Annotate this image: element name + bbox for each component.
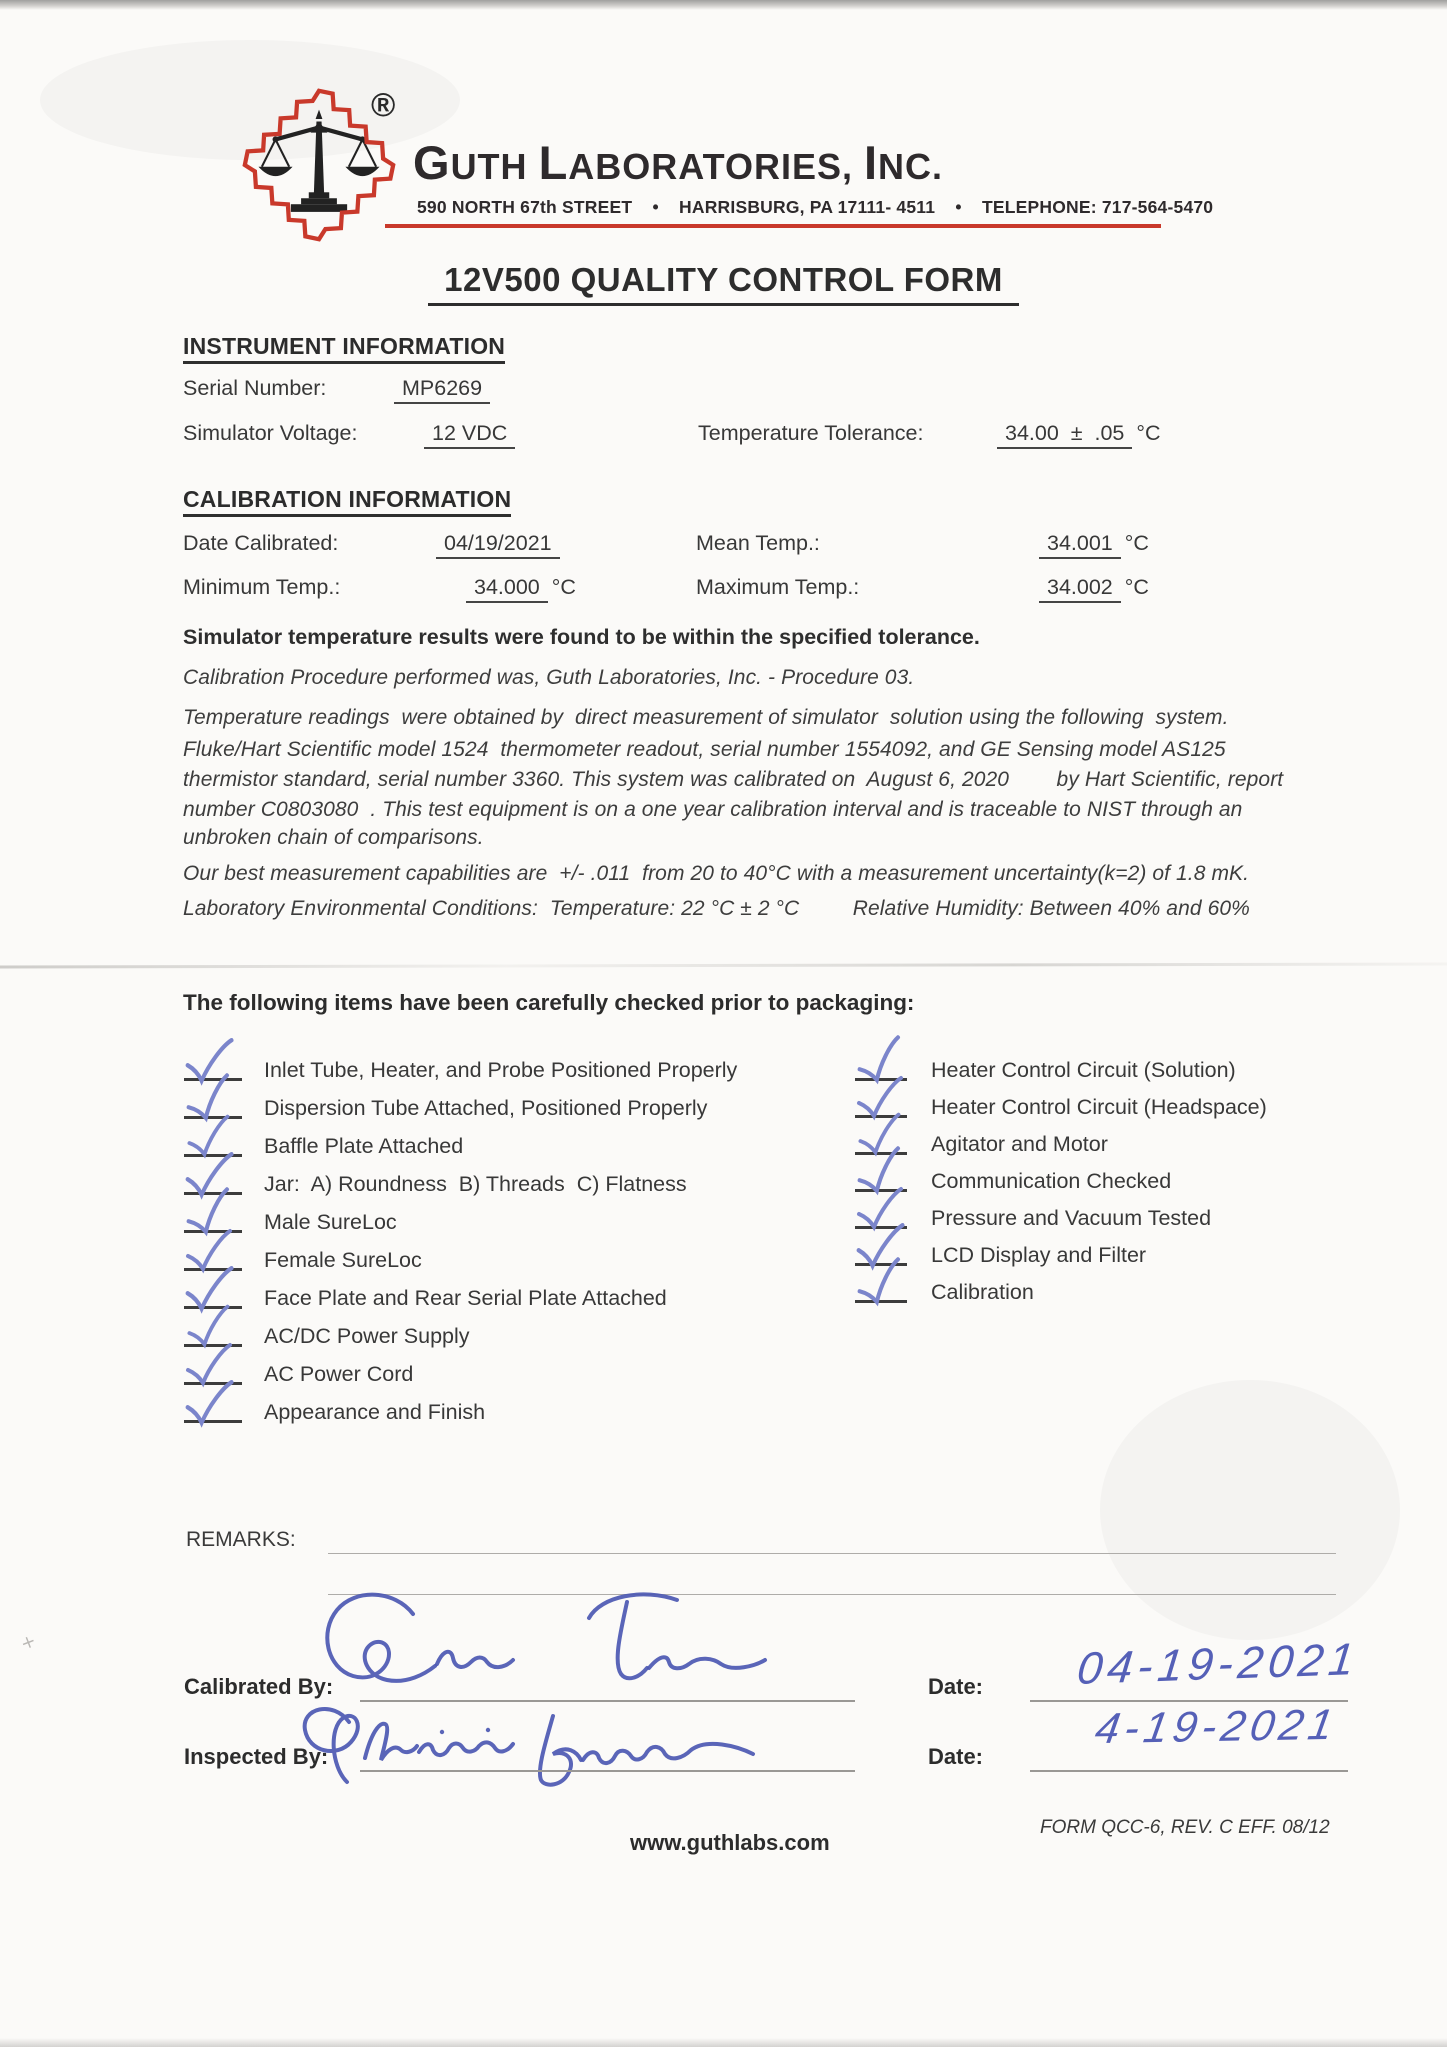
calibrated-date-label: Date: bbox=[928, 1674, 984, 1699]
checklist-item bbox=[184, 1096, 844, 1130]
checklist-item bbox=[855, 1169, 1415, 1203]
checklist-item bbox=[855, 1280, 1415, 1314]
inspected-date-line[interactable] bbox=[1030, 1770, 1348, 1772]
simulator-voltage-label: Simulator Voltage: bbox=[183, 421, 358, 445]
inspected-by-signature-line[interactable] bbox=[360, 1770, 855, 1772]
checklist-item-label: Pressure and Vacuum Tested bbox=[931, 1206, 1212, 1230]
procedure-line: thermistor standard, serial number 3360. This system was calibrated on August 6, 2020 by Hart Scientific, report bbox=[183, 768, 1284, 791]
checklist-item-label: Communication Checked bbox=[931, 1169, 1172, 1193]
maximum-temp-unit: °C bbox=[1124, 575, 1149, 599]
mean-temp-value: 34.001 bbox=[1039, 531, 1121, 559]
maximum-temp-label: Maximum Temp.: bbox=[696, 575, 860, 599]
serial-number-label: Serial Number: bbox=[183, 376, 327, 400]
calibrated-date-value: 04-19-2021 bbox=[1074, 1633, 1362, 1694]
scan-crease-line bbox=[0, 962, 1447, 968]
temperature-tolerance-label: Temperature Tolerance: bbox=[698, 421, 924, 445]
checklist-item bbox=[184, 1400, 844, 1434]
checklist-item bbox=[184, 1058, 844, 1092]
checklist-item-label: Jar: A) Roundness B) Threads C) Flatness bbox=[264, 1172, 687, 1196]
checklist-item bbox=[184, 1286, 844, 1320]
company-name-part: I bbox=[863, 136, 879, 189]
website-url: www.guthlabs.com bbox=[630, 1830, 830, 1855]
company-name-part: UTH bbox=[450, 146, 539, 187]
form-title-wrap bbox=[0, 261, 1447, 306]
checklist-item bbox=[184, 1134, 844, 1168]
mean-temp-unit: °C bbox=[1124, 531, 1149, 555]
procedure-line: Temperature readings were obtained by direct measurement of simulator solution using the following system. bbox=[183, 706, 1229, 729]
checklist-item-label: LCD Display and Filter bbox=[931, 1243, 1147, 1267]
checklist-item-label: Appearance and Finish bbox=[264, 1400, 486, 1424]
checklist-item-label: Heater Control Circuit (Solution) bbox=[931, 1058, 1236, 1082]
measurement-capability-line: Our best measurement capabilities are +/- .011 from 20 to 40°C with a measurement uncertainty(k=2) of 1.8 mK. bbox=[183, 862, 1250, 885]
checklist-item-label: Male SureLoc bbox=[264, 1210, 397, 1234]
checklist-item bbox=[855, 1058, 1415, 1092]
company-name-part: L bbox=[538, 136, 569, 189]
calibrated-by-label: Calibrated By: bbox=[184, 1674, 334, 1699]
checklist-item bbox=[184, 1248, 844, 1282]
checklist-item bbox=[184, 1172, 844, 1206]
checklist-item-label: Agitator and Motor bbox=[931, 1132, 1108, 1156]
checklist-heading: The following items have been carefully checked prior to packaging: bbox=[183, 990, 915, 1015]
company-name-part: G bbox=[413, 136, 451, 189]
scan-edge-top bbox=[0, 0, 1447, 10]
date-calibrated-label: Date Calibrated: bbox=[183, 531, 339, 555]
checklist-item bbox=[855, 1206, 1415, 1240]
temperature-tolerance-value: 34.00 ± .05 bbox=[997, 421, 1132, 449]
header-rule bbox=[385, 224, 1161, 228]
checklist-item-label: AC Power Cord bbox=[264, 1362, 414, 1386]
checklist-item bbox=[184, 1210, 844, 1244]
tolerance-statement: Simulator temperature results were found to be within the specified tolerance. bbox=[183, 625, 980, 649]
remarks-label: REMARKS: bbox=[186, 1528, 296, 1551]
simulator-voltage-value: 12 VDC bbox=[424, 421, 515, 449]
form-title: 12V500 QUALITY CONTROL FORM bbox=[428, 261, 1019, 306]
checkmark-icon bbox=[849, 1256, 909, 1311]
minimum-temp-unit: °C bbox=[551, 575, 576, 599]
checkbox-line[interactable] bbox=[855, 1300, 907, 1303]
checklist-item-label: Dispersion Tube Attached, Positioned Properly bbox=[264, 1096, 708, 1120]
inspected-date-value: 4-19-2021 bbox=[1091, 1700, 1342, 1754]
company-name bbox=[413, 136, 944, 189]
instrument-info-heading: INSTRUMENT INFORMATION bbox=[183, 333, 505, 364]
inspected-by-label: Inspected By: bbox=[184, 1744, 329, 1769]
calibrated-by-signature bbox=[295, 1580, 815, 1705]
serial-number-value: MP6269 bbox=[394, 376, 490, 404]
temperature-tolerance-unit: °C bbox=[1136, 421, 1161, 445]
checklist-item bbox=[855, 1095, 1415, 1129]
procedure-line: Fluke/Hart Scientific model 1524 thermometer readout, serial number 1554092, and GE Sensing model AS125 bbox=[183, 738, 1226, 761]
scan-smudge: × bbox=[18, 1630, 38, 1656]
checklist-item-label: Female SureLoc bbox=[264, 1248, 422, 1272]
checklist-item-label: Inlet Tube, Heater, and Probe Positioned Properly bbox=[264, 1058, 738, 1082]
registered-trademark-icon: ® bbox=[371, 86, 396, 123]
inspected-by-signature bbox=[285, 1692, 845, 1802]
form-revision-ref: FORM QCC-6, REV. C EFF. 08/12 bbox=[1040, 1817, 1330, 1838]
minimum-temp-value: 34.000 bbox=[466, 575, 548, 603]
checklist-item-label: AC/DC Power Supply bbox=[264, 1324, 470, 1348]
checklist-item-label: Face Plate and Rear Serial Plate Attached bbox=[264, 1286, 667, 1310]
company-name-part: NC. bbox=[878, 146, 944, 187]
checkbox-line[interactable] bbox=[184, 1420, 242, 1423]
date-calibrated-value: 04/19/2021 bbox=[436, 531, 560, 559]
checklist-item bbox=[184, 1362, 844, 1396]
company-address: 590 NORTH 67th STREET • HARRISBURG, PA 17111- 4511 • TELEPHONE: 717-564-5470 bbox=[417, 197, 1214, 217]
procedure-line: unbroken chain of comparisons. bbox=[183, 826, 484, 849]
scan-shade bbox=[1100, 1380, 1400, 1640]
minimum-temp-label: Minimum Temp.: bbox=[183, 575, 341, 599]
remarks-line-1[interactable] bbox=[328, 1553, 1336, 1554]
checklist-item bbox=[855, 1243, 1415, 1277]
procedure-line: number C0803080 . This test equipment is on a one year calibration interval and is traceable to NIST through an bbox=[183, 798, 1243, 821]
checklist-item-label: Baffle Plate Attached bbox=[264, 1134, 464, 1158]
scan-edge-bottom bbox=[0, 2038, 1447, 2047]
procedure-line: Calibration Procedure performed was, Guth Laboratories, Inc. - Procedure 03. bbox=[183, 666, 915, 689]
inspected-date-label: Date: bbox=[928, 1744, 984, 1769]
lab-conditions-line: Laboratory Environmental Conditions: Temperature: 22 °C ± 2 °C Relative Humidity: Between 40% and 60% bbox=[183, 897, 1250, 920]
checklist-item bbox=[855, 1132, 1415, 1166]
checkmark-icon bbox=[180, 1375, 235, 1430]
checklist-item-label: Heater Control Circuit (Headspace) bbox=[931, 1095, 1267, 1119]
calibration-info-heading: CALIBRATION INFORMATION bbox=[183, 486, 511, 517]
checklist-item bbox=[184, 1324, 844, 1358]
company-name-part: ABORATORIES, bbox=[568, 146, 864, 187]
mean-temp-label: Mean Temp.: bbox=[696, 531, 820, 555]
maximum-temp-value: 34.002 bbox=[1039, 575, 1121, 603]
checklist-item-label: Calibration bbox=[931, 1280, 1034, 1304]
